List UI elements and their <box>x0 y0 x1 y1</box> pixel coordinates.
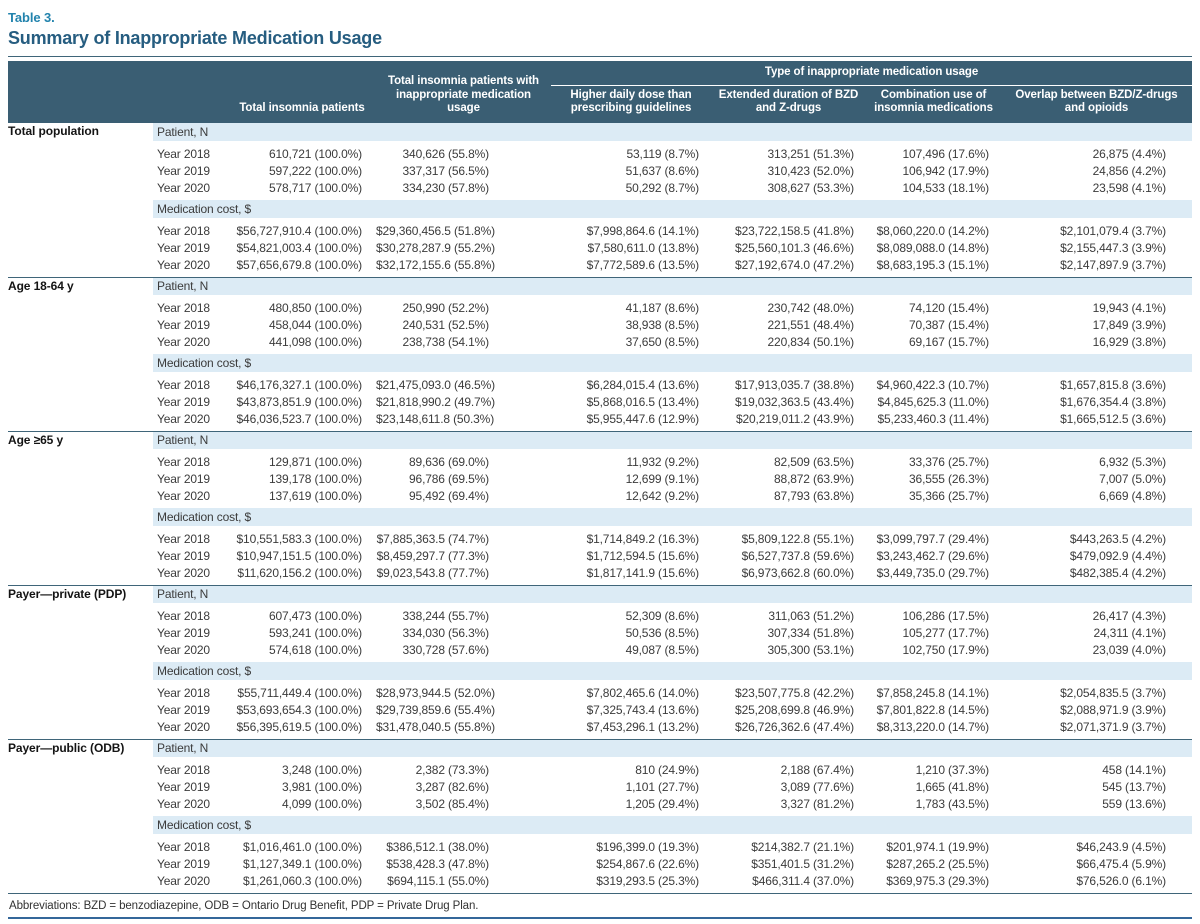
value-cell: 139,178 (100.0%) <box>268 471 362 486</box>
section-separator <box>8 889 1192 893</box>
value-cell: $8,089,088.0 (14.8%) <box>876 240 989 255</box>
value-cell: 458 (14.1%) <box>1102 762 1166 777</box>
year-label: Year 2018 <box>157 377 210 392</box>
table-row <box>8 761 1192 778</box>
value-cell: $53,693,654.3 (100.0%) <box>236 702 362 717</box>
row-group-header: Medication cost, $ <box>153 816 1192 834</box>
year-label: Year 2020 <box>157 411 210 426</box>
value-cell: $2,054,835.5 (3.7%) <box>1060 685 1166 700</box>
year-label: Year 2018 <box>157 300 210 315</box>
year-label: Year 2019 <box>157 471 210 486</box>
year-label: Year 2019 <box>157 317 210 332</box>
value-cell: 6,669 (4.8%) <box>1099 488 1166 503</box>
value-cell: $1,127,349.1 (100.0%) <box>243 856 362 871</box>
value-cell: 238,738 (54.1%) <box>402 334 489 349</box>
value-cell: $46,036,523.7 (100.0%) <box>236 411 362 426</box>
table-row <box>8 701 1192 718</box>
value-cell: $1,665,512.5 (3.6%) <box>1060 411 1166 426</box>
value-cell: 545 (13.7%) <box>1102 779 1166 794</box>
value-cell: 308,627 (53.3%) <box>767 180 854 195</box>
group-band-row <box>8 200 1192 218</box>
row-group-header: Medication cost, $ <box>153 200 1192 218</box>
title-rule <box>8 56 1192 57</box>
value-cell: $7,802,465.6 (14.0%) <box>586 685 699 700</box>
value-cell: 338,244 (55.7%) <box>402 608 489 623</box>
value-cell: 230,742 (48.0%) <box>767 300 854 315</box>
value-cell: 89,636 (69.0%) <box>409 454 489 469</box>
group-band-row <box>8 585 1192 603</box>
value-cell: 69,167 (15.7%) <box>909 334 989 349</box>
value-cell: $694,115.1 (55.0%) <box>387 873 489 888</box>
value-cell: 23,598 (4.1%) <box>1092 180 1166 195</box>
table-row <box>8 778 1192 795</box>
table-row <box>8 855 1192 872</box>
value-cell: $29,360,456.5 (51.8%) <box>376 223 495 238</box>
value-cell: $76,526.0 (6.1%) <box>1076 873 1166 888</box>
page-title: Summary of Inappropriate Medication Usage <box>8 28 382 48</box>
value-cell: $23,507,775.8 (42.2%) <box>735 685 854 700</box>
value-cell: 334,230 (57.8%) <box>402 180 489 195</box>
value-cell: $7,858,245.8 (14.1%) <box>876 685 989 700</box>
value-cell: 3,089 (77.6%) <box>780 779 854 794</box>
value-cell: $2,101,079.4 (3.7%) <box>1060 223 1166 238</box>
value-cell: 19,943 (4.1%) <box>1092 300 1166 315</box>
year-label: Year 2019 <box>157 702 210 717</box>
value-cell: 105,277 (17.7%) <box>902 625 989 640</box>
table-header <box>8 61 1192 123</box>
year-label: Year 2018 <box>157 608 210 623</box>
value-cell: $23,722,158.5 (41.8%) <box>735 223 854 238</box>
value-cell: 11,932 (9.2%) <box>626 454 699 469</box>
value-cell: $28,973,944.5 (52.0%) <box>376 685 495 700</box>
value-cell: $8,060,220.0 (14.2%) <box>876 223 989 238</box>
year-label: Year 2019 <box>157 240 210 255</box>
value-cell: 106,286 (17.5%) <box>902 608 989 623</box>
table-row <box>8 641 1192 658</box>
value-cell: 53,119 (8.7%) <box>626 146 699 161</box>
group-band-row <box>8 662 1192 680</box>
abbreviations-footnote: Abbreviations: BZD = benzodiazepine, ODB = Ontario Drug Benefit, PDP = Private Drug Plan. <box>9 899 479 912</box>
value-cell: $32,172,155.6 (55.8%) <box>376 257 495 272</box>
value-cell: $8,313,220.0 (14.7%) <box>876 719 989 734</box>
value-cell: 70,387 (15.4%) <box>909 317 989 332</box>
value-cell: $254,867.6 (22.6%) <box>596 856 699 871</box>
value-cell: 51,637 (8.6%) <box>625 163 699 178</box>
value-cell: $54,821,003.4 (100.0%) <box>236 240 362 255</box>
table-row <box>8 299 1192 316</box>
value-cell: 221,551 (48.4%) <box>767 317 854 332</box>
value-cell: $46,243.9 (4.5%) <box>1076 839 1166 854</box>
value-cell: 95,492 (69.4%) <box>409 488 489 503</box>
value-cell: $1,657,815.8 (3.6%) <box>1060 377 1166 392</box>
section-label-spacer <box>8 354 153 372</box>
table-row <box>8 239 1192 256</box>
group-band-row <box>8 739 1192 757</box>
value-cell: 96,786 (69.5%) <box>409 471 489 486</box>
value-cell: 574,618 (100.0%) <box>268 642 362 657</box>
year-label: Year 2019 <box>157 625 210 640</box>
value-cell: $25,560,101.3 (46.6%) <box>735 240 854 255</box>
value-cell: 35,366 (25.7%) <box>909 488 989 503</box>
value-cell: 4,099 (100.0%) <box>282 796 362 811</box>
value-cell: $319,293.5 (25.3%) <box>596 873 699 888</box>
value-cell: 36,555 (26.3%) <box>909 471 989 486</box>
group-band-row <box>8 816 1192 834</box>
value-cell: $5,868,016.5 (13.4%) <box>586 394 699 409</box>
year-label: Year 2020 <box>157 719 210 734</box>
value-cell: $26,726,362.6 (47.4%) <box>735 719 854 734</box>
value-cell: $56,727,910.4 (100.0%) <box>236 223 362 238</box>
value-cell: 3,248 (100.0%) <box>282 762 362 777</box>
value-cell: 2,188 (67.4%) <box>780 762 854 777</box>
value-cell: $43,873,851.9 (100.0%) <box>236 394 362 409</box>
col-group-header-type-of-usage: Type of inappropriate medication usage <box>551 61 1192 85</box>
col-header-total-insomnia-patients: Total insomnia patients <box>228 61 376 123</box>
value-cell: 26,417 (4.3%) <box>1092 608 1166 623</box>
value-cell: $21,818,990.2 (49.7%) <box>376 394 495 409</box>
value-cell: $56,395,619.5 (100.0%) <box>236 719 362 734</box>
value-cell: $7,801,822.8 (14.5%) <box>876 702 989 717</box>
value-cell: $351,401.5 (31.2%) <box>751 856 854 871</box>
value-cell: 12,699 (9.1%) <box>625 471 699 486</box>
section-label: Payer—public (ODB) <box>8 740 125 755</box>
table-row <box>8 872 1192 889</box>
value-cell: 337,317 (56.5%) <box>402 163 489 178</box>
value-cell: $369,975.3 (29.3%) <box>886 873 989 888</box>
value-cell: $5,809,122.8 (55.1%) <box>741 531 854 546</box>
value-cell: 1,101 (27.7%) <box>625 779 699 794</box>
year-label: Year 2020 <box>157 488 210 503</box>
table-row <box>8 333 1192 350</box>
year-label: Year 2019 <box>157 394 210 409</box>
value-cell: 810 (24.9%) <box>635 762 699 777</box>
value-cell: 3,287 (82.6%) <box>415 779 489 794</box>
table-row <box>8 256 1192 273</box>
value-cell: 52,309 (8.6%) <box>625 608 699 623</box>
group-band-row <box>8 123 1192 141</box>
value-cell: 250,990 (52.2%) <box>402 300 489 315</box>
value-cell: $19,032,363.5 (43.4%) <box>735 394 854 409</box>
value-cell: $3,243,462.7 (29.6%) <box>876 548 989 563</box>
table-row <box>8 222 1192 239</box>
value-cell: 441,098 (100.0%) <box>268 334 362 349</box>
year-label: Year 2018 <box>157 223 210 238</box>
value-cell: 49,087 (8.5%) <box>625 642 699 657</box>
year-label: Year 2018 <box>157 839 210 854</box>
value-cell: 458,044 (100.0%) <box>268 317 362 332</box>
value-cell: $17,913,035.7 (38.8%) <box>735 377 854 392</box>
group-band-row <box>8 277 1192 295</box>
value-cell: $11,620,156.2 (100.0%) <box>237 565 362 580</box>
col-header-combination-use: Combination use of insomnia medications <box>866 85 1001 123</box>
value-cell: 26,875 (4.4%) <box>1092 146 1166 161</box>
row-group-header: Patient, N <box>153 739 1192 757</box>
value-cell: 3,502 (85.4%) <box>415 796 489 811</box>
year-label: Year 2018 <box>157 454 210 469</box>
table-row <box>8 718 1192 735</box>
value-cell: 1,783 (43.5%) <box>915 796 989 811</box>
row-group-header: Patient, N <box>153 585 1192 603</box>
section-label-spacer <box>8 200 153 218</box>
value-cell: $2,147,897.9 (3.7%) <box>1060 257 1166 272</box>
group-band-row <box>8 354 1192 372</box>
value-cell: 50,292 (8.7%) <box>625 180 699 195</box>
value-cell: $2,088,971.9 (3.9%) <box>1060 702 1166 717</box>
table-row <box>8 162 1192 179</box>
value-cell: $27,192,674.0 (47.2%) <box>735 257 854 272</box>
value-cell: 607,473 (100.0%) <box>268 608 362 623</box>
value-cell: $479,092.9 (4.4%) <box>1069 548 1166 563</box>
value-cell: $4,960,422.3 (10.7%) <box>876 377 989 392</box>
year-label: Year 2018 <box>157 762 210 777</box>
value-cell: $8,459,297.7 (77.3%) <box>376 548 489 563</box>
value-cell: 310,423 (52.0%) <box>767 163 854 178</box>
value-cell: $201,974.1 (19.9%) <box>886 839 989 854</box>
value-cell: $7,772,589.6 (13.5%) <box>586 257 699 272</box>
value-cell: $1,676,354.4 (3.8%) <box>1060 394 1166 409</box>
value-cell: 33,376 (25.7%) <box>909 454 989 469</box>
value-cell: 311,063 (51.2%) <box>768 608 854 623</box>
value-cell: 593,241 (100.0%) <box>268 625 362 640</box>
table-row <box>8 410 1192 427</box>
header-empty-cell <box>8 61 228 123</box>
value-cell: $25,208,699.8 (46.9%) <box>735 702 854 717</box>
section-label-spacer <box>8 662 153 680</box>
table-row <box>8 795 1192 812</box>
row-group-header: Patient, N <box>153 123 1192 141</box>
value-cell: 305,300 (53.1%) <box>767 642 854 657</box>
value-cell: 16,929 (3.8%) <box>1092 334 1166 349</box>
value-cell: $7,885,363.5 (74.7%) <box>376 531 489 546</box>
value-cell: 17,849 (3.9%) <box>1092 317 1166 332</box>
col-header-extended-duration: Extended duration of BZD and Z-drugs <box>711 85 866 123</box>
table-body <box>8 123 1192 893</box>
value-cell: $3,099,797.7 (29.4%) <box>876 531 989 546</box>
year-label: Year 2018 <box>157 531 210 546</box>
value-cell: 610,721 (100.0%) <box>268 146 362 161</box>
value-cell: $20,219,011.2 (43.9%) <box>735 411 854 426</box>
value-cell: $3,449,735.0 (29.7%) <box>876 565 989 580</box>
value-cell: 87,793 (63.8%) <box>774 488 854 503</box>
value-cell: $1,712,594.5 (15.6%) <box>586 548 699 563</box>
value-cell: $1,261,060.3 (100.0%) <box>243 873 362 888</box>
value-cell: 2,382 (73.3%) <box>415 762 489 777</box>
value-cell: $287,265.2 (25.5%) <box>886 856 989 871</box>
col-header-total-inappropriate-usage: Total insomnia patients with inappropriate medication usage <box>376 61 551 123</box>
value-cell: $6,527,737.8 (59.6%) <box>741 548 854 563</box>
table-row <box>8 684 1192 701</box>
value-cell: 107,496 (17.6%) <box>902 146 989 161</box>
value-cell: $538,428.3 (47.8%) <box>386 856 489 871</box>
value-cell: $23,148,611.8 (50.3%) <box>376 411 495 426</box>
value-cell: 102,750 (17.9%) <box>902 642 989 657</box>
year-label: Year 2019 <box>157 856 210 871</box>
table-row <box>8 838 1192 855</box>
section-label: Age 18-64 y <box>8 278 74 293</box>
year-label: Year 2020 <box>157 565 210 580</box>
value-cell: 37,650 (8.5%) <box>625 334 699 349</box>
value-cell: $2,155,447.3 (3.9%) <box>1060 240 1166 255</box>
section-label: Payer—private (PDP) <box>8 586 127 601</box>
table-row <box>8 530 1192 547</box>
year-label: Year 2019 <box>157 163 210 178</box>
value-cell: 1,205 (29.4%) <box>625 796 699 811</box>
value-cell: 50,536 (8.5%) <box>625 625 699 640</box>
value-cell: 38,938 (8.5%) <box>625 317 699 332</box>
value-cell: 24,311 (4.1%) <box>1093 625 1166 640</box>
section-label: Total population <box>8 124 99 139</box>
value-cell: 12,642 (9.2%) <box>625 488 699 503</box>
value-cell: $4,845,625.3 (11.0%) <box>877 394 989 409</box>
value-cell: 578,717 (100.0%) <box>268 180 362 195</box>
value-cell: 104,533 (18.1%) <box>902 180 989 195</box>
year-label: Year 2018 <box>157 685 210 700</box>
value-cell: $30,278,287.9 (55.2%) <box>376 240 495 255</box>
value-cell: 1,665 (41.8%) <box>915 779 989 794</box>
value-cell: 24,856 (4.2%) <box>1092 163 1166 178</box>
value-cell: 3,981 (100.0%) <box>282 779 362 794</box>
value-cell: 6,932 (5.3%) <box>1099 454 1166 469</box>
value-cell: 129,871 (100.0%) <box>268 454 362 469</box>
table-row <box>8 564 1192 581</box>
year-label: Year 2019 <box>157 779 210 794</box>
value-cell: $6,973,662.8 (60.0%) <box>741 565 854 580</box>
value-cell: $46,176,327.1 (100.0%) <box>236 377 362 392</box>
value-cell: 1,210 (37.3%) <box>915 762 989 777</box>
year-label: Year 2018 <box>157 146 210 161</box>
value-cell: $5,233,460.3 (11.4%) <box>877 411 989 426</box>
year-label: Year 2020 <box>157 180 210 195</box>
value-cell: $1,714,849.2 (16.3%) <box>586 531 699 546</box>
value-cell: $7,580,611.0 (13.8%) <box>587 240 699 255</box>
bottom-rule <box>8 917 1192 919</box>
value-cell: $29,739,859.6 (55.4%) <box>376 702 495 717</box>
value-cell: 137,619 (100.0%) <box>268 488 362 503</box>
summary-table <box>8 61 1192 894</box>
value-cell: 240,531 (52.5%) <box>402 317 489 332</box>
table-row <box>8 453 1192 470</box>
value-cell: 88,872 (63.9%) <box>774 471 854 486</box>
table-row <box>8 393 1192 410</box>
row-group-header: Patient, N <box>153 277 1192 295</box>
value-cell: $8,683,195.3 (15.1%) <box>876 257 989 272</box>
table-row <box>8 376 1192 393</box>
table-row <box>8 316 1192 333</box>
value-cell: 480,850 (100.0%) <box>268 300 362 315</box>
row-group-header: Medication cost, $ <box>153 662 1192 680</box>
value-cell: $6,284,015.4 (13.6%) <box>586 377 699 392</box>
section-label: Age ≥65 y <box>8 432 64 447</box>
value-cell: $57,656,679.8 (100.0%) <box>236 257 362 272</box>
row-group-header: Medication cost, $ <box>153 508 1192 526</box>
value-cell: 82,509 (63.5%) <box>774 454 854 469</box>
value-cell: 307,334 (51.8%) <box>767 625 854 640</box>
value-cell: 597,222 (100.0%) <box>268 163 362 178</box>
value-cell: 313,251 (51.3%) <box>767 146 854 161</box>
group-band-row <box>8 508 1192 526</box>
year-label: Year 2020 <box>157 796 210 811</box>
value-cell: $386,512.1 (38.0%) <box>386 839 489 854</box>
row-group-header: Medication cost, $ <box>153 354 1192 372</box>
value-cell: $443,263.5 (4.2%) <box>1069 531 1166 546</box>
value-cell: $10,551,583.3 (100.0%) <box>236 531 362 546</box>
table-row <box>8 547 1192 564</box>
value-cell: 3,327 (81.2%) <box>780 796 854 811</box>
value-cell: 330,728 (57.6%) <box>402 642 489 657</box>
row-group-header: Patient, N <box>153 431 1192 449</box>
value-cell: $1,016,461.0 (100.0%) <box>243 839 362 854</box>
value-cell: 106,942 (17.9%) <box>902 163 989 178</box>
year-label: Year 2020 <box>157 873 210 888</box>
year-label: Year 2020 <box>157 642 210 657</box>
table-number-label: Table 3. <box>8 10 55 25</box>
value-cell: $214,382.7 (21.1%) <box>751 839 854 854</box>
value-cell: 559 (13.6%) <box>1102 796 1166 811</box>
value-cell: $7,453,296.1 (13.2%) <box>586 719 699 734</box>
value-cell: 7,007 (5.0%) <box>1099 471 1166 486</box>
section-label-spacer <box>8 816 153 834</box>
value-cell: $66,475.4 (5.9%) <box>1076 856 1166 871</box>
value-cell: $466,311.4 (37.0%) <box>752 873 854 888</box>
value-cell: $55,711,449.4 (100.0%) <box>237 685 362 700</box>
value-cell: $31,478,040.5 (55.8%) <box>376 719 495 734</box>
table-row <box>8 624 1192 641</box>
year-label: Year 2020 <box>157 257 210 272</box>
table-row <box>8 607 1192 624</box>
value-cell: $7,325,743.4 (13.6%) <box>586 702 699 717</box>
year-label: Year 2019 <box>157 548 210 563</box>
value-cell: 41,187 (8.6%) <box>625 300 699 315</box>
value-cell: $10,947,151.5 (100.0%) <box>236 548 362 563</box>
section-label-spacer <box>8 508 153 526</box>
table-row <box>8 487 1192 504</box>
value-cell: 23,039 (4.0%) <box>1092 642 1166 657</box>
col-header-higher-daily-dose: Higher daily dose than prescribing guidelines <box>551 85 711 123</box>
value-cell: $2,071,371.9 (3.7%) <box>1060 719 1166 734</box>
value-cell: $5,955,447.6 (12.9%) <box>586 411 699 426</box>
value-cell: $196,399.0 (19.3%) <box>596 839 699 854</box>
year-label: Year 2020 <box>157 334 210 349</box>
table-row <box>8 179 1192 196</box>
value-cell: $1,817,141.9 (15.6%) <box>586 565 699 580</box>
value-cell: 340,626 (55.8%) <box>402 146 489 161</box>
value-cell: 334,030 (56.3%) <box>402 625 489 640</box>
value-cell: $9,023,543.8 (77.7%) <box>376 565 489 580</box>
value-cell: $482,385.4 (4.2%) <box>1069 565 1166 580</box>
group-band-row <box>8 431 1192 449</box>
value-cell: 220,834 (50.1%) <box>767 334 854 349</box>
value-cell: $21,475,093.0 (46.5%) <box>376 377 495 392</box>
col-header-overlap-bzd-opioids: Overlap between BZD/Z-drugs and opioids <box>1001 85 1192 123</box>
value-cell: $7,998,864.6 (14.1%) <box>586 223 699 238</box>
value-cell: 74,120 (15.4%) <box>909 300 989 315</box>
table-row <box>8 145 1192 162</box>
table-row <box>8 470 1192 487</box>
header-row-top <box>8 61 1192 85</box>
